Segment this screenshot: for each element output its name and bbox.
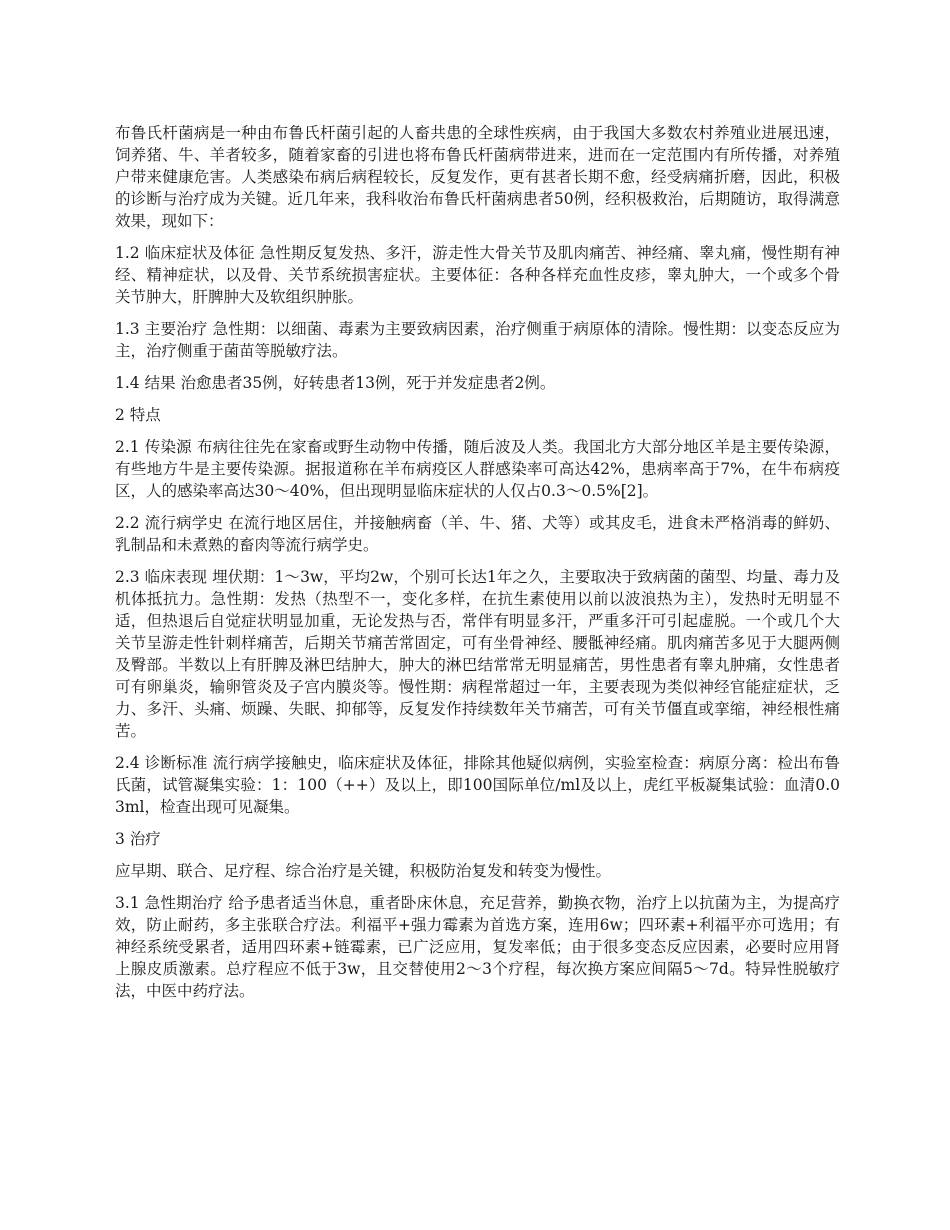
- clinical-symptoms-paragraph: 1.2 临床症状及体征 急性期反复发热、多汗，游走性大骨关节及肌肉痛苦、神经痛、睾丸痛，慢性期有神经、精神症状，以及骨、关节系统损害症状。主要体征：各种各样充血性皮疹，睾丸肿大，一个或多个骨关节肿大，肝脾肿大及软组织肿胀。: [115, 244, 840, 306]
- acute-treatment-paragraph: 3.1 急性期治疗 给予患者适当休息，重者卧床休息，充足营养，勤换衣物，治疗上以抗菌为主，为提高疗效，防止耐药，多主张联合疗法。利福平+强力霉素为首选方案，连用6w；四环素+利福平亦可选用；有神经系统受累者，适用四环素+链霉素，已广泛应用，复发率低；由于很多变态反应因素，必要时应用肾上腺皮质激素。总疗程应不低于3w，且交替使用2～3个疗程，每次换方案应间隔5～7d。特异性脱敏疗法，中医中药疗法。: [115, 894, 840, 1000]
- clinical-manifestation-paragraph: 2.3 临床表现 埋伏期：1～3w，平均2w，个别可长达1年之久，主要取决于致病菌的菌型、均量、毒力及机体抵抗力。急性期：发热（热型不一，变化多样，在抗生素使用以前以波浪热为主），发热时无明显不适，但热退后自觉症状明显加重，无论发热与否，常伴有明显多汗，严重多汗可引起虚脱。一个或几个大关节呈游走性针刺样痛苦，后期关节痛苦常固定，可有坐骨神经、腰骶神经痛。肌肉痛苦多见于大腿两侧及臀部。半数以上有肝脾及淋巴结肿大，肿大的淋巴结常常无明显痛苦，男性患者有睾丸肿痛，女性患者可有卵巢炎，输卵管炎及子宫内膜炎等。慢性期：病程常超过一年，主要表现为类似神经官能症症状，乏力、多汗、头痛、烦躁、失眠、抑郁等，反复发作持续数年关节痛苦，可有关节僵直或挛缩，神经根性痛苦。: [115, 568, 840, 740]
- intro-paragraph: 布鲁氏杆菌病是一种由布鲁氏杆菌引起的人畜共患的全球性疾病，由于我国大多数农村养殖业进展迅速，饲养猪、牛、羊者较多，随着家畜的引进也将布鲁氏杆菌病带进来，进而在一定范围内有所传播，对养殖户带来健康危害。人类感染布病后病程较长，反复发作，更有甚者长期不愈，经受病痛折磨，因此，积极的诊断与治疗成为关键。近几年来，我科收治布鲁氏杆菌病患者50例，经积极救治，后期随访，取得满意效果，现如下：: [115, 124, 840, 230]
- treatment-principle-paragraph: 应早期、联合、足疗程、综合治疗是关键，积极防治复发和转变为慢性。: [115, 862, 612, 880]
- document-body: [115, 122, 840, 1012]
- diagnostic-criteria-paragraph: 2.4 诊断标准 流行病学接触史，临床症状及体征，排除其他疑似病例，实验室检查：病原分离：检出布鲁氏菌，试管凝集实验：1：100（++）及以上，即100国际单位/ml及以上，虎红平板凝集试验：血清0.03ml，检查出现可见凝集。: [115, 754, 840, 816]
- infection-source-paragraph: 2.1 传染源 布病往往先在家畜或野生动物中传播，随后波及人类。我国北方大部分地区羊是主要传染源，有些地方牛是主要传染源。据报道称在羊布病疫区人群感染率可高达42%，患病率高于7%，在牛布病疫区，人的感染率高达30～40%，但出现明显临床症状的人仅占0.3～0.5%[2]。: [115, 438, 840, 500]
- epidemiology-paragraph: 2.2 流行病学史 在流行地区居住，并接触病畜（羊、牛、猪、犬等）或其皮毛，进食未严格消毒的鲜奶、乳制品和未煮熟的畜肉等流行病学史。: [115, 514, 840, 554]
- section-heading-features: 2 特点: [115, 406, 161, 424]
- main-treatment-paragraph: 1.3 主要治疗 急性期：以细菌、毒素为主要致病因素，治疗侧重于病原体的清除。慢性期：以变态反应为主，治疗侧重于菌苗等脱敏疗法。: [115, 320, 840, 360]
- results-paragraph: 1.4 结果 治愈患者35例，好转患者13例，死于并发症患者2例。: [115, 374, 556, 392]
- section-heading-treatment: 3 治疗: [115, 830, 161, 848]
